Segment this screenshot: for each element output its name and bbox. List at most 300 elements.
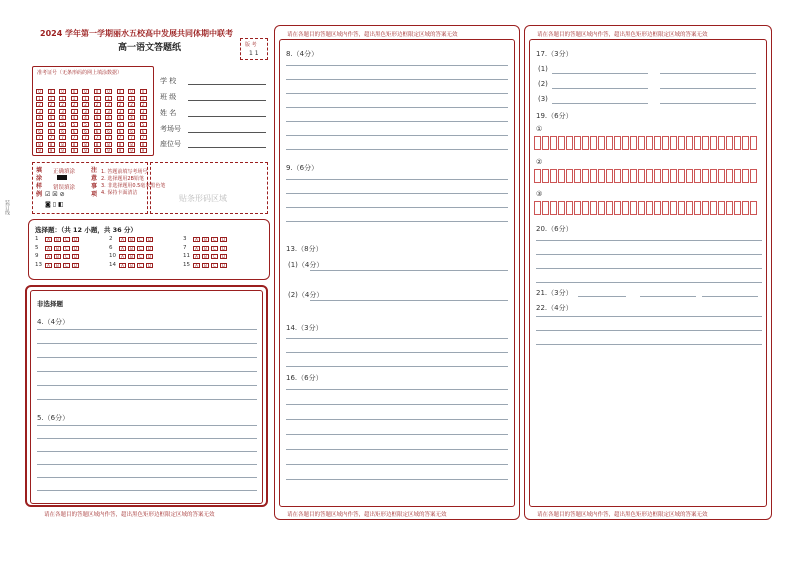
writing-grid-cell[interactable] bbox=[606, 136, 613, 150]
mcq-option[interactable]: B bbox=[128, 246, 135, 251]
writing-grid-cell[interactable] bbox=[638, 169, 645, 183]
id-bubble[interactable]: 1 bbox=[128, 96, 135, 101]
id-bubble[interactable]: 5 bbox=[59, 122, 66, 127]
id-bubble[interactable]: 5 bbox=[71, 122, 78, 127]
writing-grid-cell[interactable] bbox=[718, 136, 725, 150]
id-bubble[interactable]: 0 bbox=[82, 89, 89, 94]
id-bubble[interactable]: 7 bbox=[140, 135, 147, 140]
writing-grid-cell[interactable] bbox=[534, 136, 541, 150]
id-bubble[interactable]: 2 bbox=[94, 102, 101, 107]
answer-line[interactable] bbox=[37, 490, 257, 491]
id-bubble[interactable]: 8 bbox=[48, 142, 55, 147]
writing-grid-cell[interactable] bbox=[654, 201, 661, 215]
mcq-number: 3 bbox=[183, 236, 187, 242]
writing-grid-cell[interactable] bbox=[726, 136, 733, 150]
school-field[interactable] bbox=[188, 84, 266, 85]
mcq-option[interactable]: B bbox=[202, 263, 209, 268]
writing-grid-cell[interactable] bbox=[742, 136, 749, 150]
answer-line[interactable] bbox=[702, 296, 758, 297]
id-bubble[interactable]: 4 bbox=[117, 115, 124, 120]
id-bubble[interactable]: 2 bbox=[128, 102, 135, 107]
writing-grid-cell[interactable] bbox=[718, 169, 725, 183]
id-bubble[interactable]: 9 bbox=[128, 148, 135, 153]
id-bubble[interactable]: 1 bbox=[117, 96, 124, 101]
writing-grid-cell[interactable] bbox=[686, 201, 693, 215]
writing-grid-cell[interactable] bbox=[598, 169, 605, 183]
writing-grid-cell[interactable] bbox=[582, 136, 589, 150]
mcq-option[interactable]: C bbox=[63, 263, 70, 268]
writing-grid-cell[interactable] bbox=[678, 169, 685, 183]
id-bubble[interactable]: 6 bbox=[128, 129, 135, 134]
mcq-option[interactable]: C bbox=[63, 237, 70, 242]
writing-grid-cell[interactable] bbox=[726, 169, 733, 183]
mcq-option[interactable]: D bbox=[221, 237, 226, 242]
mcq-option[interactable]: B bbox=[202, 237, 209, 242]
writing-grid-cell[interactable] bbox=[558, 136, 565, 150]
writing-grid-cell[interactable] bbox=[662, 169, 669, 183]
id-bubble[interactable]: 0 bbox=[94, 89, 101, 94]
answer-line[interactable] bbox=[37, 399, 257, 400]
writing-grid-cell[interactable] bbox=[622, 169, 629, 183]
id-bubble[interactable]: 5 bbox=[36, 122, 43, 127]
mcq-option[interactable]: C bbox=[211, 263, 218, 268]
id-bubble[interactable]: 6 bbox=[117, 129, 124, 134]
writing-grid-cell[interactable] bbox=[694, 169, 701, 183]
id-bubble[interactable]: 1 bbox=[140, 96, 147, 101]
mcq-option[interactable]: D bbox=[221, 245, 226, 251]
answer-line[interactable] bbox=[286, 121, 508, 122]
answer-line[interactable] bbox=[37, 451, 257, 452]
mcq-option[interactable]: A bbox=[45, 246, 52, 251]
writing-grid-cell[interactable] bbox=[558, 169, 565, 183]
id-bubble[interactable]: 4 bbox=[128, 115, 135, 120]
writing-grid-cell[interactable] bbox=[710, 169, 717, 183]
id-bubble[interactable]: 9 bbox=[105, 148, 112, 153]
id-bubble[interactable]: 7 bbox=[48, 135, 55, 140]
writing-grid-cell[interactable] bbox=[646, 201, 653, 215]
answer-line[interactable] bbox=[37, 425, 257, 426]
answer-line[interactable] bbox=[286, 149, 508, 150]
mcq-option[interactable]: B bbox=[54, 263, 61, 268]
id-bubble[interactable]: 3 bbox=[82, 109, 89, 114]
mcq-option[interactable]: B bbox=[128, 254, 135, 259]
writing-grid-cell[interactable] bbox=[638, 201, 645, 215]
id-bubble[interactable]: 4 bbox=[59, 115, 66, 120]
writing-grid-cell[interactable] bbox=[630, 201, 637, 215]
id-bubble[interactable]: 6 bbox=[82, 129, 89, 134]
id-bubble[interactable]: 7 bbox=[128, 135, 135, 140]
id-bubble[interactable]: 8 bbox=[117, 142, 124, 147]
mcq-option[interactable]: A bbox=[45, 254, 52, 259]
middle-answer-area bbox=[279, 39, 515, 507]
id-bubble[interactable]: 9 bbox=[59, 148, 66, 153]
writing-grid-cell[interactable] bbox=[542, 169, 549, 183]
writing-grid-cell[interactable] bbox=[750, 136, 757, 150]
id-bubble[interactable]: 2 bbox=[82, 102, 89, 107]
answer-line[interactable] bbox=[660, 103, 756, 104]
class-field[interactable] bbox=[188, 100, 266, 101]
mcq-option[interactable]: C bbox=[63, 246, 70, 251]
id-bubble[interactable]: 4 bbox=[94, 115, 101, 120]
id-bubble[interactable]: 6 bbox=[105, 129, 112, 134]
id-bubble[interactable]: 1 bbox=[36, 96, 43, 101]
id-bubble[interactable]: 3 bbox=[59, 109, 66, 114]
id-bubble[interactable]: 9 bbox=[36, 148, 43, 153]
answer-line[interactable] bbox=[286, 193, 508, 194]
mcq-option[interactable]: C bbox=[137, 246, 144, 251]
writing-grid-cell[interactable] bbox=[742, 169, 749, 183]
answer-line[interactable] bbox=[310, 300, 508, 301]
answer-line[interactable] bbox=[286, 338, 508, 339]
id-bubble[interactable]: 4 bbox=[71, 115, 78, 120]
writing-grid-cell[interactable] bbox=[646, 136, 653, 150]
mcq-option[interactable]: D bbox=[147, 237, 152, 242]
answer-line[interactable] bbox=[286, 464, 508, 465]
question-19-grid-3[interactable] bbox=[534, 201, 758, 215]
id-bubble[interactable]: 2 bbox=[117, 102, 124, 107]
writing-grid-cell[interactable] bbox=[614, 136, 621, 150]
id-bubble[interactable]: 3 bbox=[94, 109, 101, 114]
writing-grid-cell[interactable] bbox=[646, 169, 653, 183]
writing-grid-cell[interactable] bbox=[654, 136, 661, 150]
answer-line[interactable] bbox=[286, 479, 508, 480]
answer-line[interactable] bbox=[640, 296, 696, 297]
answer-line[interactable] bbox=[37, 385, 257, 386]
answer-line[interactable] bbox=[286, 179, 508, 180]
mcq-option[interactable]: C bbox=[211, 254, 218, 259]
answer-line[interactable] bbox=[660, 88, 756, 89]
writing-grid-cell[interactable] bbox=[686, 136, 693, 150]
answer-line[interactable] bbox=[286, 135, 508, 136]
writing-grid-cell[interactable] bbox=[702, 201, 709, 215]
id-bubble[interactable]: 8 bbox=[59, 142, 66, 147]
mcq-option[interactable]: B bbox=[54, 254, 61, 259]
writing-grid-cell[interactable] bbox=[622, 136, 629, 150]
writing-grid-cell[interactable] bbox=[582, 169, 589, 183]
question-19-grid-2[interactable] bbox=[534, 169, 758, 183]
answer-line[interactable] bbox=[286, 449, 508, 450]
writing-grid-cell[interactable] bbox=[630, 136, 637, 150]
answer-line[interactable] bbox=[536, 344, 762, 345]
writing-grid-cell[interactable] bbox=[702, 169, 709, 183]
mcq-option[interactable]: D bbox=[73, 254, 78, 259]
id-bubble[interactable]: 3 bbox=[48, 109, 55, 114]
id-bubble[interactable]: 0 bbox=[48, 89, 55, 94]
id-bubble[interactable]: 1 bbox=[59, 96, 66, 101]
writing-grid-cell[interactable] bbox=[750, 169, 757, 183]
id-bubble[interactable]: 6 bbox=[140, 129, 147, 134]
mcq-option[interactable]: D bbox=[147, 245, 152, 251]
mcq-option[interactable]: B bbox=[128, 263, 135, 268]
writing-grid-cell[interactable] bbox=[598, 201, 605, 215]
writing-grid-cell[interactable] bbox=[566, 169, 573, 183]
question-8-label: 8.（4分） bbox=[286, 50, 319, 58]
id-bubble[interactable]: 9 bbox=[48, 148, 55, 153]
writing-grid-cell[interactable] bbox=[614, 169, 621, 183]
id-bubble[interactable]: 5 bbox=[140, 122, 147, 127]
writing-grid-cell[interactable] bbox=[598, 136, 605, 150]
id-bubble[interactable]: 9 bbox=[94, 148, 101, 153]
answer-line[interactable] bbox=[536, 330, 762, 331]
name-field[interactable] bbox=[188, 116, 266, 117]
id-bubble[interactable]: 8 bbox=[140, 142, 147, 147]
mcq-option[interactable]: D bbox=[147, 262, 152, 268]
mcq-number: 10 bbox=[109, 253, 116, 259]
id-bubble[interactable]: 9 bbox=[71, 148, 78, 153]
answer-line[interactable] bbox=[310, 270, 508, 271]
id-bubble[interactable]: 5 bbox=[105, 122, 112, 127]
answer-line[interactable] bbox=[37, 329, 257, 330]
writing-grid-cell[interactable] bbox=[574, 201, 581, 215]
mcq-option[interactable]: D bbox=[221, 262, 226, 268]
answer-line[interactable] bbox=[536, 240, 762, 241]
writing-grid-cell[interactable] bbox=[710, 136, 717, 150]
id-bubble[interactable]: 5 bbox=[82, 122, 89, 127]
writing-grid-cell[interactable] bbox=[670, 136, 677, 150]
writing-grid-cell[interactable] bbox=[606, 201, 613, 215]
mcq-option[interactable]: A bbox=[119, 263, 126, 268]
answer-line[interactable] bbox=[37, 477, 257, 478]
mcq-option[interactable]: B bbox=[54, 237, 61, 242]
question-19-grid-1[interactable] bbox=[534, 136, 758, 150]
id-bubble[interactable]: 4 bbox=[105, 115, 112, 120]
writing-grid-cell[interactable] bbox=[710, 201, 717, 215]
exam-title: 2024 学年第一学期丽水五校高中发展共同体期中联考 bbox=[40, 29, 234, 38]
id-bubble[interactable]: 0 bbox=[36, 89, 43, 94]
answer-line[interactable] bbox=[536, 282, 762, 283]
id-bubble[interactable]: 0 bbox=[128, 89, 135, 94]
mcq-option[interactable]: C bbox=[137, 263, 144, 268]
id-bubble[interactable]: 2 bbox=[48, 102, 55, 107]
id-bubble[interactable]: 7 bbox=[117, 135, 124, 140]
seat-field[interactable] bbox=[188, 147, 266, 148]
mcq-option[interactable]: C bbox=[211, 237, 218, 242]
writing-grid-cell[interactable] bbox=[606, 169, 613, 183]
id-bubble[interactable]: 4 bbox=[140, 115, 147, 120]
writing-grid-cell[interactable] bbox=[734, 169, 741, 183]
id-bubble[interactable]: 8 bbox=[36, 142, 43, 147]
id-bubble[interactable]: 0 bbox=[117, 89, 124, 94]
answer-line[interactable] bbox=[552, 103, 648, 104]
mcq-option[interactable]: A bbox=[193, 263, 200, 268]
writing-grid-cell[interactable] bbox=[582, 201, 589, 215]
writing-grid-cell[interactable] bbox=[662, 136, 669, 150]
writing-grid-cell[interactable] bbox=[670, 201, 677, 215]
writing-grid-cell[interactable] bbox=[694, 201, 701, 215]
id-bubble[interactable]: 5 bbox=[128, 122, 135, 127]
answer-line[interactable] bbox=[552, 73, 648, 74]
writing-grid-cell[interactable] bbox=[558, 201, 565, 215]
answer-line[interactable] bbox=[536, 316, 762, 317]
writing-grid-cell[interactable] bbox=[614, 201, 621, 215]
answer-line[interactable] bbox=[286, 93, 508, 94]
question-13-2-label: (2)（4分） bbox=[288, 291, 324, 299]
id-bubble[interactable]: 8 bbox=[71, 142, 78, 147]
mcq-option[interactable]: C bbox=[137, 254, 144, 259]
writing-grid-cell[interactable] bbox=[718, 201, 725, 215]
writing-grid-cell[interactable] bbox=[694, 136, 701, 150]
writing-grid-cell[interactable] bbox=[590, 169, 597, 183]
writing-grid-cell[interactable] bbox=[662, 201, 669, 215]
id-bubble[interactable]: 7 bbox=[94, 135, 101, 140]
middle-footer-note: 请在各题目的答题区域内作答，超出矩形边框限定区域的答案无效 bbox=[287, 512, 447, 518]
writing-grid-cell[interactable] bbox=[734, 201, 741, 215]
mcq-option[interactable]: C bbox=[211, 246, 218, 251]
mcq-option[interactable]: C bbox=[63, 254, 70, 259]
writing-grid-cell[interactable] bbox=[550, 201, 557, 215]
answer-line[interactable] bbox=[286, 221, 508, 222]
id-bubble[interactable]: 7 bbox=[71, 135, 78, 140]
answer-line[interactable] bbox=[37, 357, 257, 358]
mcq-option[interactable]: B bbox=[202, 246, 209, 251]
answer-line[interactable] bbox=[37, 464, 257, 465]
mcq-option[interactable]: A bbox=[119, 246, 126, 251]
writing-grid-cell[interactable] bbox=[670, 169, 677, 183]
mcq-number: 1 bbox=[35, 236, 39, 242]
mcq-option[interactable]: A bbox=[193, 237, 200, 242]
id-bubble[interactable]: 6 bbox=[94, 129, 101, 134]
mcq-option[interactable]: D bbox=[221, 254, 226, 259]
id-bubble[interactable]: 4 bbox=[36, 115, 43, 120]
id-bubble[interactable]: 7 bbox=[105, 135, 112, 140]
mcq-option[interactable]: C bbox=[137, 237, 144, 242]
id-bubble[interactable]: 1 bbox=[48, 96, 55, 101]
id-bubble[interactable]: 8 bbox=[82, 142, 89, 147]
id-bubble[interactable]: 9 bbox=[140, 148, 147, 153]
writing-grid-cell[interactable] bbox=[590, 136, 597, 150]
answer-line[interactable] bbox=[286, 352, 508, 353]
writing-grid-cell[interactable] bbox=[638, 136, 645, 150]
id-bubble[interactable]: 6 bbox=[71, 129, 78, 134]
mcq-option[interactable]: D bbox=[147, 254, 152, 259]
id-bubble[interactable]: 8 bbox=[105, 142, 112, 147]
writing-grid-cell[interactable] bbox=[542, 136, 549, 150]
id-bubble[interactable]: 7 bbox=[36, 135, 43, 140]
id-bubble[interactable]: 1 bbox=[94, 96, 101, 101]
mcq-option[interactable]: A bbox=[193, 246, 200, 251]
id-bubble[interactable]: 9 bbox=[82, 148, 89, 153]
id-bubble[interactable]: 1 bbox=[105, 96, 112, 101]
id-bubble[interactable]: 7 bbox=[59, 135, 66, 140]
mcq-option[interactable]: B bbox=[54, 246, 61, 251]
writing-grid-cell[interactable] bbox=[678, 201, 685, 215]
mcq-option[interactable]: B bbox=[202, 254, 209, 259]
notice-title: 注意事项 bbox=[91, 167, 98, 198]
id-bubble[interactable]: 0 bbox=[140, 89, 147, 94]
id-bubble[interactable]: 1 bbox=[71, 96, 78, 101]
id-bubble[interactable]: 9 bbox=[117, 148, 124, 153]
writing-grid-cell[interactable] bbox=[750, 201, 757, 215]
id-bubble[interactable]: 2 bbox=[140, 102, 147, 107]
answer-line[interactable] bbox=[286, 389, 508, 390]
writing-grid-cell[interactable] bbox=[734, 136, 741, 150]
id-bubble[interactable]: 1 bbox=[82, 96, 89, 101]
mcq-option[interactable]: A bbox=[119, 254, 126, 259]
writing-grid-cell[interactable] bbox=[630, 169, 637, 183]
mcq-option[interactable]: A bbox=[45, 263, 52, 268]
id-bubble[interactable]: 2 bbox=[105, 102, 112, 107]
id-bubble[interactable]: 3 bbox=[128, 109, 135, 114]
writing-grid-cell[interactable] bbox=[550, 136, 557, 150]
id-bubble[interactable]: 8 bbox=[128, 142, 135, 147]
answer-line[interactable] bbox=[286, 434, 508, 435]
id-bubble[interactable]: 8 bbox=[94, 142, 101, 147]
id-bubble[interactable]: 3 bbox=[36, 109, 43, 114]
answer-line[interactable] bbox=[286, 107, 508, 108]
writing-grid-cell[interactable] bbox=[534, 169, 541, 183]
mcq-option[interactable]: D bbox=[73, 237, 78, 242]
writing-grid-cell[interactable] bbox=[542, 201, 549, 215]
id-bubble[interactable]: 3 bbox=[140, 109, 147, 114]
id-bubble[interactable]: 5 bbox=[48, 122, 55, 127]
mcq-option[interactable]: A bbox=[119, 237, 126, 242]
writing-grid-cell[interactable] bbox=[574, 136, 581, 150]
id-bubble[interactable]: 4 bbox=[82, 115, 89, 120]
writing-grid-cell[interactable] bbox=[726, 201, 733, 215]
answer-line[interactable] bbox=[536, 268, 762, 269]
writing-grid-cell[interactable] bbox=[702, 136, 709, 150]
writing-grid-cell[interactable] bbox=[654, 169, 661, 183]
id-bubble[interactable]: 3 bbox=[117, 109, 124, 114]
id-bubble[interactable]: 0 bbox=[59, 89, 66, 94]
mcq-option[interactable]: A bbox=[45, 237, 52, 242]
mcq-option[interactable]: A bbox=[193, 254, 200, 259]
writing-grid-cell[interactable] bbox=[742, 201, 749, 215]
id-bubble[interactable]: 2 bbox=[71, 102, 78, 107]
answer-line[interactable] bbox=[286, 404, 508, 405]
id-bubble[interactable]: 2 bbox=[36, 102, 43, 107]
id-bubble[interactable]: 4 bbox=[48, 115, 55, 120]
id-bubble[interactable]: 2 bbox=[59, 102, 66, 107]
answer-line[interactable] bbox=[37, 371, 257, 372]
mcq-option[interactable]: B bbox=[128, 237, 135, 242]
writing-grid-cell[interactable] bbox=[590, 201, 597, 215]
answer-line[interactable] bbox=[37, 343, 257, 344]
writing-grid-cell[interactable] bbox=[574, 169, 581, 183]
id-bubble[interactable]: 5 bbox=[117, 122, 124, 127]
answer-line[interactable] bbox=[578, 296, 626, 297]
answer-line[interactable] bbox=[286, 366, 508, 367]
answer-line[interactable] bbox=[286, 79, 508, 80]
writing-grid-cell[interactable] bbox=[622, 201, 629, 215]
id-bubble[interactable]: 6 bbox=[59, 129, 66, 134]
id-bubble[interactable]: 3 bbox=[71, 109, 78, 114]
writing-grid-cell[interactable] bbox=[534, 201, 541, 215]
id-bubble[interactable]: 6 bbox=[36, 129, 43, 134]
id-bubble[interactable]: 7 bbox=[82, 135, 89, 140]
answer-line[interactable] bbox=[552, 88, 648, 89]
answer-line[interactable] bbox=[286, 207, 508, 208]
mcq-option[interactable]: D bbox=[73, 245, 78, 251]
id-bubble[interactable]: 6 bbox=[48, 129, 55, 134]
writing-grid-cell[interactable] bbox=[566, 201, 573, 215]
answer-line[interactable] bbox=[660, 73, 756, 74]
mcq-option[interactable]: D bbox=[73, 262, 78, 268]
answer-line[interactable] bbox=[37, 438, 257, 439]
id-bubble[interactable]: 0 bbox=[105, 89, 112, 94]
room-field[interactable] bbox=[188, 132, 266, 133]
answer-line[interactable] bbox=[286, 65, 508, 66]
id-bubble[interactable]: 3 bbox=[105, 109, 112, 114]
id-bubble[interactable]: 0 bbox=[71, 89, 78, 94]
writing-grid-cell[interactable] bbox=[550, 169, 557, 183]
writing-grid-cell[interactable] bbox=[686, 169, 693, 183]
writing-grid-cell[interactable] bbox=[678, 136, 685, 150]
writing-grid-cell[interactable] bbox=[566, 136, 573, 150]
answer-line[interactable] bbox=[536, 254, 762, 255]
answer-line[interactable] bbox=[286, 419, 508, 420]
id-bubble[interactable]: 5 bbox=[94, 122, 101, 127]
